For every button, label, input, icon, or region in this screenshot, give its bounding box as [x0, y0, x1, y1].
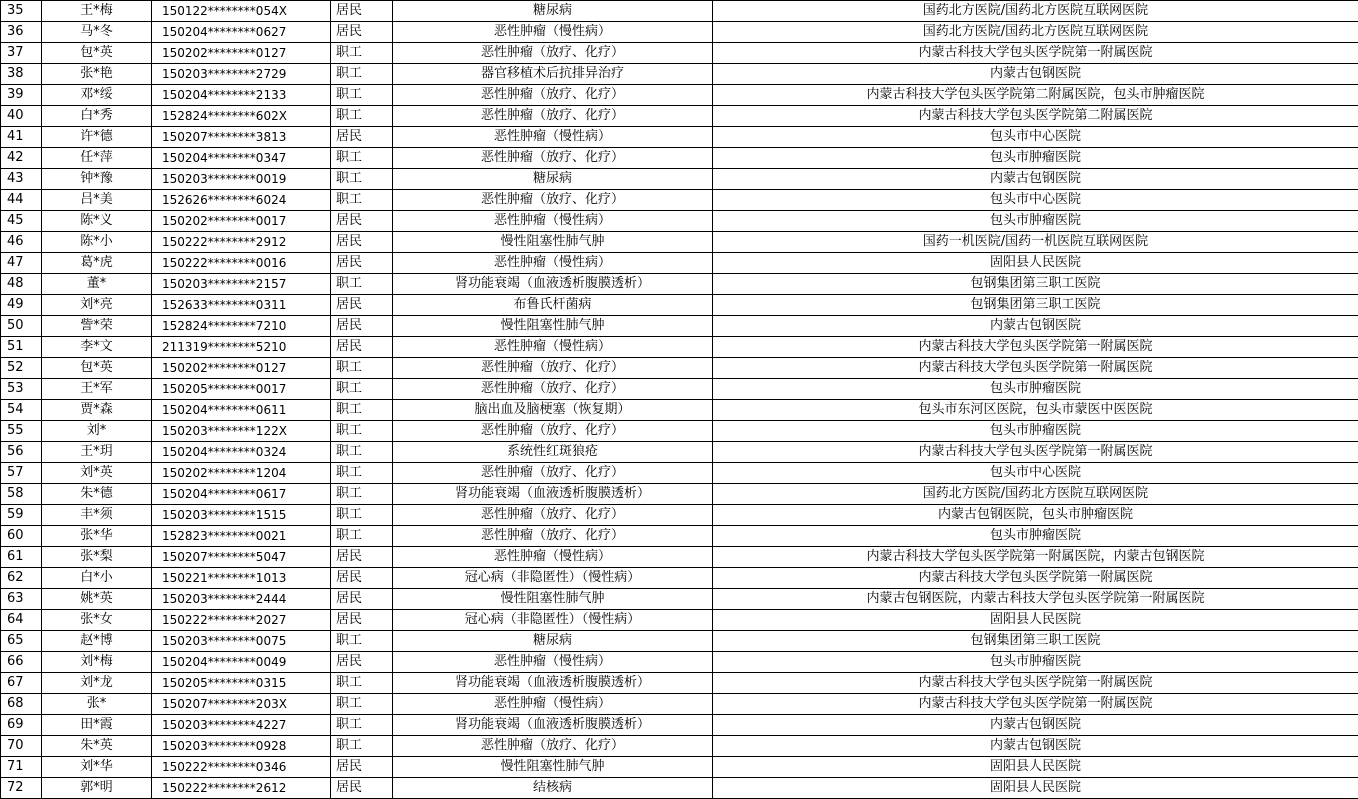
id-number-cell[interactable]: 152633********0311: [152, 295, 331, 316]
insurance-type-cell[interactable]: 职工: [331, 64, 393, 85]
insurance-type-cell[interactable]: 居民: [331, 316, 393, 337]
id-number-cell[interactable]: 211319********5210: [152, 337, 331, 358]
id-number-cell[interactable]: 150222********2912: [152, 232, 331, 253]
row-number-cell[interactable]: 70: [1, 736, 42, 757]
disease-cell[interactable]: 器官移植术后抗排异治疗: [393, 64, 713, 85]
patient-name-cell[interactable]: 包*英: [42, 358, 152, 379]
insurance-type-cell[interactable]: 居民: [331, 778, 393, 799]
id-number-cell[interactable]: 150203********1515: [152, 505, 331, 526]
patient-name-cell[interactable]: 张*: [42, 694, 152, 715]
hospital-cell[interactable]: 内蒙古包钢医院: [713, 715, 1358, 736]
sheet-body: [1, 1, 1358, 799]
hospital-cell[interactable]: 国药北方医院/国药北方医院互联网医院: [713, 1, 1358, 22]
row-number-cell[interactable]: 51: [1, 337, 42, 358]
hospital-cell[interactable]: 内蒙古科技大学包头医学院第一附属医院，内蒙古包钢医院: [713, 547, 1358, 568]
table-row: [1, 358, 1358, 379]
patient-name-cell[interactable]: 刘*英: [42, 463, 152, 484]
disease-cell[interactable]: 恶性肿瘤（放疗、化疗）: [393, 736, 713, 757]
disease-cell[interactable]: 恶性肿瘤（慢性病）: [393, 652, 713, 673]
patient-name-cell[interactable]: 张*女: [42, 610, 152, 631]
hospital-cell[interactable]: 内蒙古科技大学包头医学院第一附属医院: [713, 568, 1358, 589]
hospital-cell[interactable]: 包钢集团第三职工医院: [713, 274, 1358, 295]
patient-name-cell[interactable]: 董*: [42, 274, 152, 295]
table-row: [1, 22, 1358, 43]
disease-cell[interactable]: 恶性肿瘤（慢性病）: [393, 22, 713, 43]
disease-cell[interactable]: 恶性肿瘤（放疗、化疗）: [393, 526, 713, 547]
id-number-cell[interactable]: 150222********2027: [152, 610, 331, 631]
table-row: [1, 232, 1358, 253]
id-number-cell[interactable]: 150202********0127: [152, 43, 331, 64]
row-number-cell[interactable]: 55: [1, 421, 42, 442]
patient-name-cell[interactable]: 赵*博: [42, 631, 152, 652]
disease-cell[interactable]: 恶性肿瘤（放疗、化疗）: [393, 85, 713, 106]
patient-name-cell[interactable]: 陈*义: [42, 211, 152, 232]
insurance-type-cell[interactable]: 居民: [331, 589, 393, 610]
hospital-cell[interactable]: 国药一机医院/国药一机医院互联网医院: [713, 232, 1358, 253]
row-number-cell[interactable]: 47: [1, 253, 42, 274]
table-row: [1, 106, 1358, 127]
id-number-cell[interactable]: 150207********203X: [152, 694, 331, 715]
patient-name-cell[interactable]: 王*玥: [42, 442, 152, 463]
insurance-type-cell[interactable]: 职工: [331, 379, 393, 400]
row-number-cell[interactable]: 56: [1, 442, 42, 463]
id-number-cell[interactable]: 150222********2612: [152, 778, 331, 799]
disease-cell[interactable]: 脑出血及脑梗塞（恢复期）: [393, 400, 713, 421]
table-row: [1, 64, 1358, 85]
id-number-cell[interactable]: 150202********0017: [152, 211, 331, 232]
hospital-cell[interactable]: 包钢集团第三职工医院: [713, 295, 1358, 316]
disease-cell[interactable]: 结核病: [393, 778, 713, 799]
insurance-type-cell[interactable]: 职工: [331, 400, 393, 421]
table-row: [1, 463, 1358, 484]
patient-name-cell[interactable]: 刘*梅: [42, 652, 152, 673]
hospital-cell[interactable]: 国药北方医院/国药北方医院互联网医院: [713, 22, 1358, 43]
hospital-cell[interactable]: 内蒙古科技大学包头医学院第一附属医院: [713, 442, 1358, 463]
row-number-cell[interactable]: 49: [1, 295, 42, 316]
disease-cell[interactable]: 恶性肿瘤（放疗、化疗）: [393, 106, 713, 127]
row-number-cell[interactable]: 42: [1, 148, 42, 169]
insurance-type-cell[interactable]: 职工: [331, 421, 393, 442]
hospital-cell[interactable]: 包头市中心医院: [713, 463, 1358, 484]
row-number-cell[interactable]: 38: [1, 64, 42, 85]
id-number-cell[interactable]: 150203********2444: [152, 589, 331, 610]
hospital-cell[interactable]: 内蒙古科技大学包头医学院第一附属医院: [713, 358, 1358, 379]
id-number-cell[interactable]: 150207********5047: [152, 547, 331, 568]
disease-cell[interactable]: 恶性肿瘤（慢性病）: [393, 337, 713, 358]
id-number-cell[interactable]: 152626********6024: [152, 190, 331, 211]
patient-name-cell[interactable]: 李*文: [42, 337, 152, 358]
id-number-cell[interactable]: 150203********4227: [152, 715, 331, 736]
hospital-cell[interactable]: 内蒙古包钢医院: [713, 169, 1358, 190]
patient-name-cell[interactable]: 朱*英: [42, 736, 152, 757]
patient-name-cell[interactable]: 张*艳: [42, 64, 152, 85]
patient-name-cell[interactable]: 任*萍: [42, 148, 152, 169]
row-number-cell[interactable]: 57: [1, 463, 42, 484]
insurance-type-cell[interactable]: 居民: [331, 610, 393, 631]
hospital-cell[interactable]: 包头市肿瘤医院: [713, 526, 1358, 547]
table-row: [1, 505, 1358, 526]
hospital-cell[interactable]: 固阳县人民医院: [713, 778, 1358, 799]
patient-name-cell[interactable]: 刘*: [42, 421, 152, 442]
row-number-cell[interactable]: 54: [1, 400, 42, 421]
insurance-type-cell[interactable]: 居民: [331, 757, 393, 778]
insurance-type-cell[interactable]: 职工: [331, 715, 393, 736]
row-number-cell[interactable]: 65: [1, 631, 42, 652]
table-row: [1, 715, 1358, 736]
id-number-cell[interactable]: 150205********0017: [152, 379, 331, 400]
row-number-cell[interactable]: 39: [1, 85, 42, 106]
disease-cell[interactable]: 恶性肿瘤（放疗、化疗）: [393, 421, 713, 442]
disease-cell[interactable]: 恶性肿瘤（慢性病）: [393, 211, 713, 232]
disease-cell[interactable]: 肾功能衰竭（血液透析腹膜透析）: [393, 715, 713, 736]
disease-cell[interactable]: 恶性肿瘤（慢性病）: [393, 253, 713, 274]
hospital-cell[interactable]: 内蒙古包钢医院，内蒙古科技大学包头医学院第一附属医院: [713, 589, 1358, 610]
row-number-cell[interactable]: 45: [1, 211, 42, 232]
patient-name-cell[interactable]: 郭*明: [42, 778, 152, 799]
table-row: [1, 85, 1358, 106]
disease-cell[interactable]: 慢性阻塞性肺气肿: [393, 757, 713, 778]
insurance-type-cell[interactable]: 职工: [331, 190, 393, 211]
row-number-cell[interactable]: 40: [1, 106, 42, 127]
hospital-cell[interactable]: 固阳县人民医院: [713, 757, 1358, 778]
insurance-type-cell[interactable]: 居民: [331, 337, 393, 358]
insurance-type-cell[interactable]: 职工: [331, 442, 393, 463]
disease-cell[interactable]: 肾功能衰竭（血液透析腹膜透析）: [393, 484, 713, 505]
table-row: [1, 211, 1358, 232]
insurance-type-cell[interactable]: 职工: [331, 358, 393, 379]
row-number-cell[interactable]: 66: [1, 652, 42, 673]
disease-cell[interactable]: 冠心病（非隐匿性）（慢性病）: [393, 610, 713, 631]
table-row: [1, 253, 1358, 274]
patient-name-cell[interactable]: 訾*荣: [42, 316, 152, 337]
insurance-type-cell[interactable]: 职工: [331, 673, 393, 694]
hospital-cell[interactable]: 包头市肿瘤医院: [713, 379, 1358, 400]
table-row: [1, 442, 1358, 463]
table-row: [1, 757, 1358, 778]
disease-cell[interactable]: 糖尿病: [393, 169, 713, 190]
insurance-type-cell[interactable]: 居民: [331, 232, 393, 253]
table-row: [1, 547, 1358, 568]
insurance-type-cell[interactable]: 职工: [331, 484, 393, 505]
disease-cell[interactable]: 糖尿病: [393, 1, 713, 22]
table-row: [1, 190, 1358, 211]
table-row: [1, 316, 1358, 337]
patient-name-cell[interactable]: 王*梅: [42, 1, 152, 22]
insurance-type-cell[interactable]: 职工: [331, 106, 393, 127]
id-number-cell[interactable]: 150222********0346: [152, 757, 331, 778]
disease-cell[interactable]: 恶性肿瘤（放疗、化疗）: [393, 463, 713, 484]
id-number-cell[interactable]: 150203********2157: [152, 274, 331, 295]
id-number-cell[interactable]: 150203********0075: [152, 631, 331, 652]
table-row: [1, 379, 1358, 400]
insurance-type-cell[interactable]: 居民: [331, 22, 393, 43]
row-number-cell[interactable]: 50: [1, 316, 42, 337]
hospital-cell[interactable]: 内蒙古科技大学包头医学院第二附属医院: [713, 106, 1358, 127]
table-row: [1, 736, 1358, 757]
row-number-cell[interactable]: 71: [1, 757, 42, 778]
row-number-cell[interactable]: 46: [1, 232, 42, 253]
id-number-cell[interactable]: 150204********0049: [152, 652, 331, 673]
hospital-cell[interactable]: 内蒙古包钢医院: [713, 736, 1358, 757]
insurance-type-cell[interactable]: 职工: [331, 631, 393, 652]
insurance-type-cell[interactable]: 居民: [331, 547, 393, 568]
row-number-cell[interactable]: 44: [1, 190, 42, 211]
patient-name-cell[interactable]: 张*华: [42, 526, 152, 547]
row-number-cell[interactable]: 61: [1, 547, 42, 568]
disease-cell[interactable]: 布鲁氏杆菌病: [393, 295, 713, 316]
insurance-type-cell[interactable]: 职工: [331, 169, 393, 190]
patient-name-cell[interactable]: 白*秀: [42, 106, 152, 127]
disease-cell[interactable]: 慢性阻塞性肺气肿: [393, 232, 713, 253]
hospital-cell[interactable]: 固阳县人民医院: [713, 253, 1358, 274]
table-row: [1, 673, 1358, 694]
insurance-type-cell[interactable]: 职工: [331, 526, 393, 547]
row-number-cell[interactable]: 43: [1, 169, 42, 190]
insurance-type-cell[interactable]: 居民: [331, 652, 393, 673]
disease-cell[interactable]: 冠心病（非隐匿性）（慢性病）: [393, 568, 713, 589]
id-number-cell[interactable]: 150207********3813: [152, 127, 331, 148]
insurance-type-cell[interactable]: 居民: [331, 295, 393, 316]
disease-cell[interactable]: 恶性肿瘤（放疗、化疗）: [393, 505, 713, 526]
insurance-type-cell[interactable]: 居民: [331, 211, 393, 232]
hospital-cell[interactable]: 内蒙古包钢医院: [713, 316, 1358, 337]
hospital-cell[interactable]: 包头市肿瘤医院: [713, 652, 1358, 673]
row-number-cell[interactable]: 58: [1, 484, 42, 505]
hospital-cell[interactable]: 国药北方医院/国药北方医院互联网医院: [713, 484, 1358, 505]
hospital-cell[interactable]: 内蒙古科技大学包头医学院第二附属医院，包头市肿瘤医院: [713, 85, 1358, 106]
patient-name-cell[interactable]: 朱*德: [42, 484, 152, 505]
row-number-cell[interactable]: 72: [1, 778, 42, 799]
id-number-cell[interactable]: 150204********0347: [152, 148, 331, 169]
patient-name-cell[interactable]: 王*军: [42, 379, 152, 400]
id-number-cell[interactable]: 150204********2133: [152, 85, 331, 106]
table-row: [1, 526, 1358, 547]
patient-name-cell[interactable]: 白*小: [42, 568, 152, 589]
insurance-type-cell[interactable]: 居民: [331, 127, 393, 148]
table-row: [1, 610, 1358, 631]
table-row: [1, 274, 1358, 295]
patient-name-cell[interactable]: 田*霞: [42, 715, 152, 736]
id-number-cell[interactable]: 150203********0019: [152, 169, 331, 190]
hospital-cell[interactable]: 包头市中心医院: [713, 127, 1358, 148]
table-row: [1, 421, 1358, 442]
table-row: [1, 148, 1358, 169]
patient-name-cell[interactable]: 陈*小: [42, 232, 152, 253]
disease-cell[interactable]: 慢性阻塞性肺气肿: [393, 589, 713, 610]
insurance-type-cell[interactable]: 职工: [331, 736, 393, 757]
row-number-cell[interactable]: 64: [1, 610, 42, 631]
hospital-cell[interactable]: 包头市肿瘤医院: [713, 421, 1358, 442]
table-row: [1, 694, 1358, 715]
table-row: [1, 778, 1358, 799]
hospital-cell[interactable]: 包钢集团第三职工医院: [713, 631, 1358, 652]
patient-name-cell[interactable]: 刘*亮: [42, 295, 152, 316]
id-number-cell[interactable]: 150221********1013: [152, 568, 331, 589]
table-row: [1, 127, 1358, 148]
disease-cell[interactable]: 恶性肿瘤（放疗、化疗）: [393, 148, 713, 169]
table-row: [1, 568, 1358, 589]
hospital-cell[interactable]: 内蒙古科技大学包头医学院第一附属医院: [713, 673, 1358, 694]
row-number-cell[interactable]: 35: [1, 1, 42, 22]
row-number-cell[interactable]: 59: [1, 505, 42, 526]
patient-name-cell[interactable]: 姚*英: [42, 589, 152, 610]
hospital-cell[interactable]: 包头市肿瘤医院: [713, 211, 1358, 232]
insurance-type-cell[interactable]: 职工: [331, 85, 393, 106]
id-number-cell[interactable]: 150203********0928: [152, 736, 331, 757]
patient-name-cell[interactable]: 邓*绥: [42, 85, 152, 106]
table-row: [1, 589, 1358, 610]
patient-name-cell[interactable]: 丰*须: [42, 505, 152, 526]
table-row: [1, 169, 1358, 190]
insurance-type-cell[interactable]: 居民: [331, 253, 393, 274]
disease-cell[interactable]: 恶性肿瘤（慢性病）: [393, 127, 713, 148]
patient-name-cell[interactable]: 刘*龙: [42, 673, 152, 694]
insurance-type-cell[interactable]: 居民: [331, 1, 393, 22]
row-number-cell[interactable]: 67: [1, 673, 42, 694]
id-number-cell[interactable]: 150204********0611: [152, 400, 331, 421]
hospital-cell[interactable]: 内蒙古包钢医院，包头市肿瘤医院: [713, 505, 1358, 526]
row-number-cell[interactable]: 48: [1, 274, 42, 295]
id-number-cell[interactable]: 152824********602X: [152, 106, 331, 127]
id-number-cell[interactable]: 150204********0627: [152, 22, 331, 43]
id-number-cell[interactable]: 150122********054X: [152, 1, 331, 22]
patient-name-cell[interactable]: 葛*虎: [42, 253, 152, 274]
insurance-type-cell[interactable]: 职工: [331, 505, 393, 526]
patient-name-cell[interactable]: 刘*华: [42, 757, 152, 778]
row-number-cell[interactable]: 62: [1, 568, 42, 589]
id-number-cell[interactable]: 150203********2729: [152, 64, 331, 85]
id-number-cell[interactable]: 150203********122X: [152, 421, 331, 442]
table-row: [1, 484, 1358, 505]
hospital-cell[interactable]: 内蒙古科技大学包头医学院第一附属医院: [713, 337, 1358, 358]
patient-name-cell[interactable]: 钟*豫: [42, 169, 152, 190]
id-number-cell[interactable]: 152823********0021: [152, 526, 331, 547]
disease-cell[interactable]: 肾功能衰竭（血液透析腹膜透析）: [393, 673, 713, 694]
row-number-cell[interactable]: 41: [1, 127, 42, 148]
id-number-cell[interactable]: 150204********0617: [152, 484, 331, 505]
row-number-cell[interactable]: 60: [1, 526, 42, 547]
row-number-cell[interactable]: 36: [1, 22, 42, 43]
disease-cell[interactable]: 恶性肿瘤（放疗、化疗）: [393, 379, 713, 400]
id-number-cell[interactable]: 150205********0315: [152, 673, 331, 694]
patient-name-cell[interactable]: 马*冬: [42, 22, 152, 43]
patient-name-cell[interactable]: 贾*森: [42, 400, 152, 421]
id-number-cell[interactable]: 150202********1204: [152, 463, 331, 484]
row-number-cell[interactable]: 69: [1, 715, 42, 736]
insurance-type-cell[interactable]: 职工: [331, 463, 393, 484]
table-row: [1, 652, 1358, 673]
disease-cell[interactable]: 恶性肿瘤（慢性病）: [393, 694, 713, 715]
disease-cell[interactable]: 糖尿病: [393, 631, 713, 652]
insurance-type-cell[interactable]: 职工: [331, 148, 393, 169]
table-row: [1, 400, 1358, 421]
hospital-cell[interactable]: 内蒙古科技大学包头医学院第一附属医院: [713, 694, 1358, 715]
table-row: [1, 337, 1358, 358]
disease-cell[interactable]: 系统性红斑狼疮: [393, 442, 713, 463]
patient-name-cell[interactable]: 许*德: [42, 127, 152, 148]
insurance-type-cell[interactable]: 职工: [331, 694, 393, 715]
hospital-cell[interactable]: 内蒙古科技大学包头医学院第一附属医院: [713, 43, 1358, 64]
row-number-cell[interactable]: 68: [1, 694, 42, 715]
row-number-cell[interactable]: 52: [1, 358, 42, 379]
table-row: [1, 43, 1358, 64]
row-number-cell[interactable]: 37: [1, 43, 42, 64]
row-number-cell[interactable]: 53: [1, 379, 42, 400]
disease-cell[interactable]: 恶性肿瘤（放疗、化疗）: [393, 358, 713, 379]
id-number-cell[interactable]: 150202********0127: [152, 358, 331, 379]
hospital-cell[interactable]: 内蒙古包钢医院: [713, 64, 1358, 85]
id-number-cell[interactable]: 150222********0016: [152, 253, 331, 274]
id-number-cell[interactable]: 150204********0324: [152, 442, 331, 463]
table-row: [1, 1, 1358, 22]
hospital-cell[interactable]: 包头市肿瘤医院: [713, 148, 1358, 169]
id-number-cell[interactable]: 152824********7210: [152, 316, 331, 337]
hospital-cell[interactable]: 包头市东河区医院，包头市蒙医中医医院: [713, 400, 1358, 421]
row-number-cell[interactable]: 63: [1, 589, 42, 610]
table-row: [1, 631, 1358, 652]
table-row: [1, 295, 1358, 316]
insurance-type-cell[interactable]: 职工: [331, 274, 393, 295]
insurance-type-cell[interactable]: 职工: [331, 43, 393, 64]
disease-cell[interactable]: 恶性肿瘤（慢性病）: [393, 547, 713, 568]
hospital-cell[interactable]: 固阳县人民医院: [713, 610, 1358, 631]
disease-cell[interactable]: 恶性肿瘤（放疗、化疗）: [393, 190, 713, 211]
patient-name-cell[interactable]: 包*英: [42, 43, 152, 64]
patient-name-cell[interactable]: 吕*美: [42, 190, 152, 211]
disease-cell[interactable]: 慢性阻塞性肺气肿: [393, 316, 713, 337]
hospital-cell[interactable]: 包头市中心医院: [713, 190, 1358, 211]
disease-cell[interactable]: 肾功能衰竭（血液透析腹膜透析）: [393, 274, 713, 295]
patient-name-cell[interactable]: 张*梨: [42, 547, 152, 568]
disease-cell[interactable]: 恶性肿瘤（放疗、化疗）: [393, 43, 713, 64]
insurance-type-cell[interactable]: 居民: [331, 568, 393, 589]
